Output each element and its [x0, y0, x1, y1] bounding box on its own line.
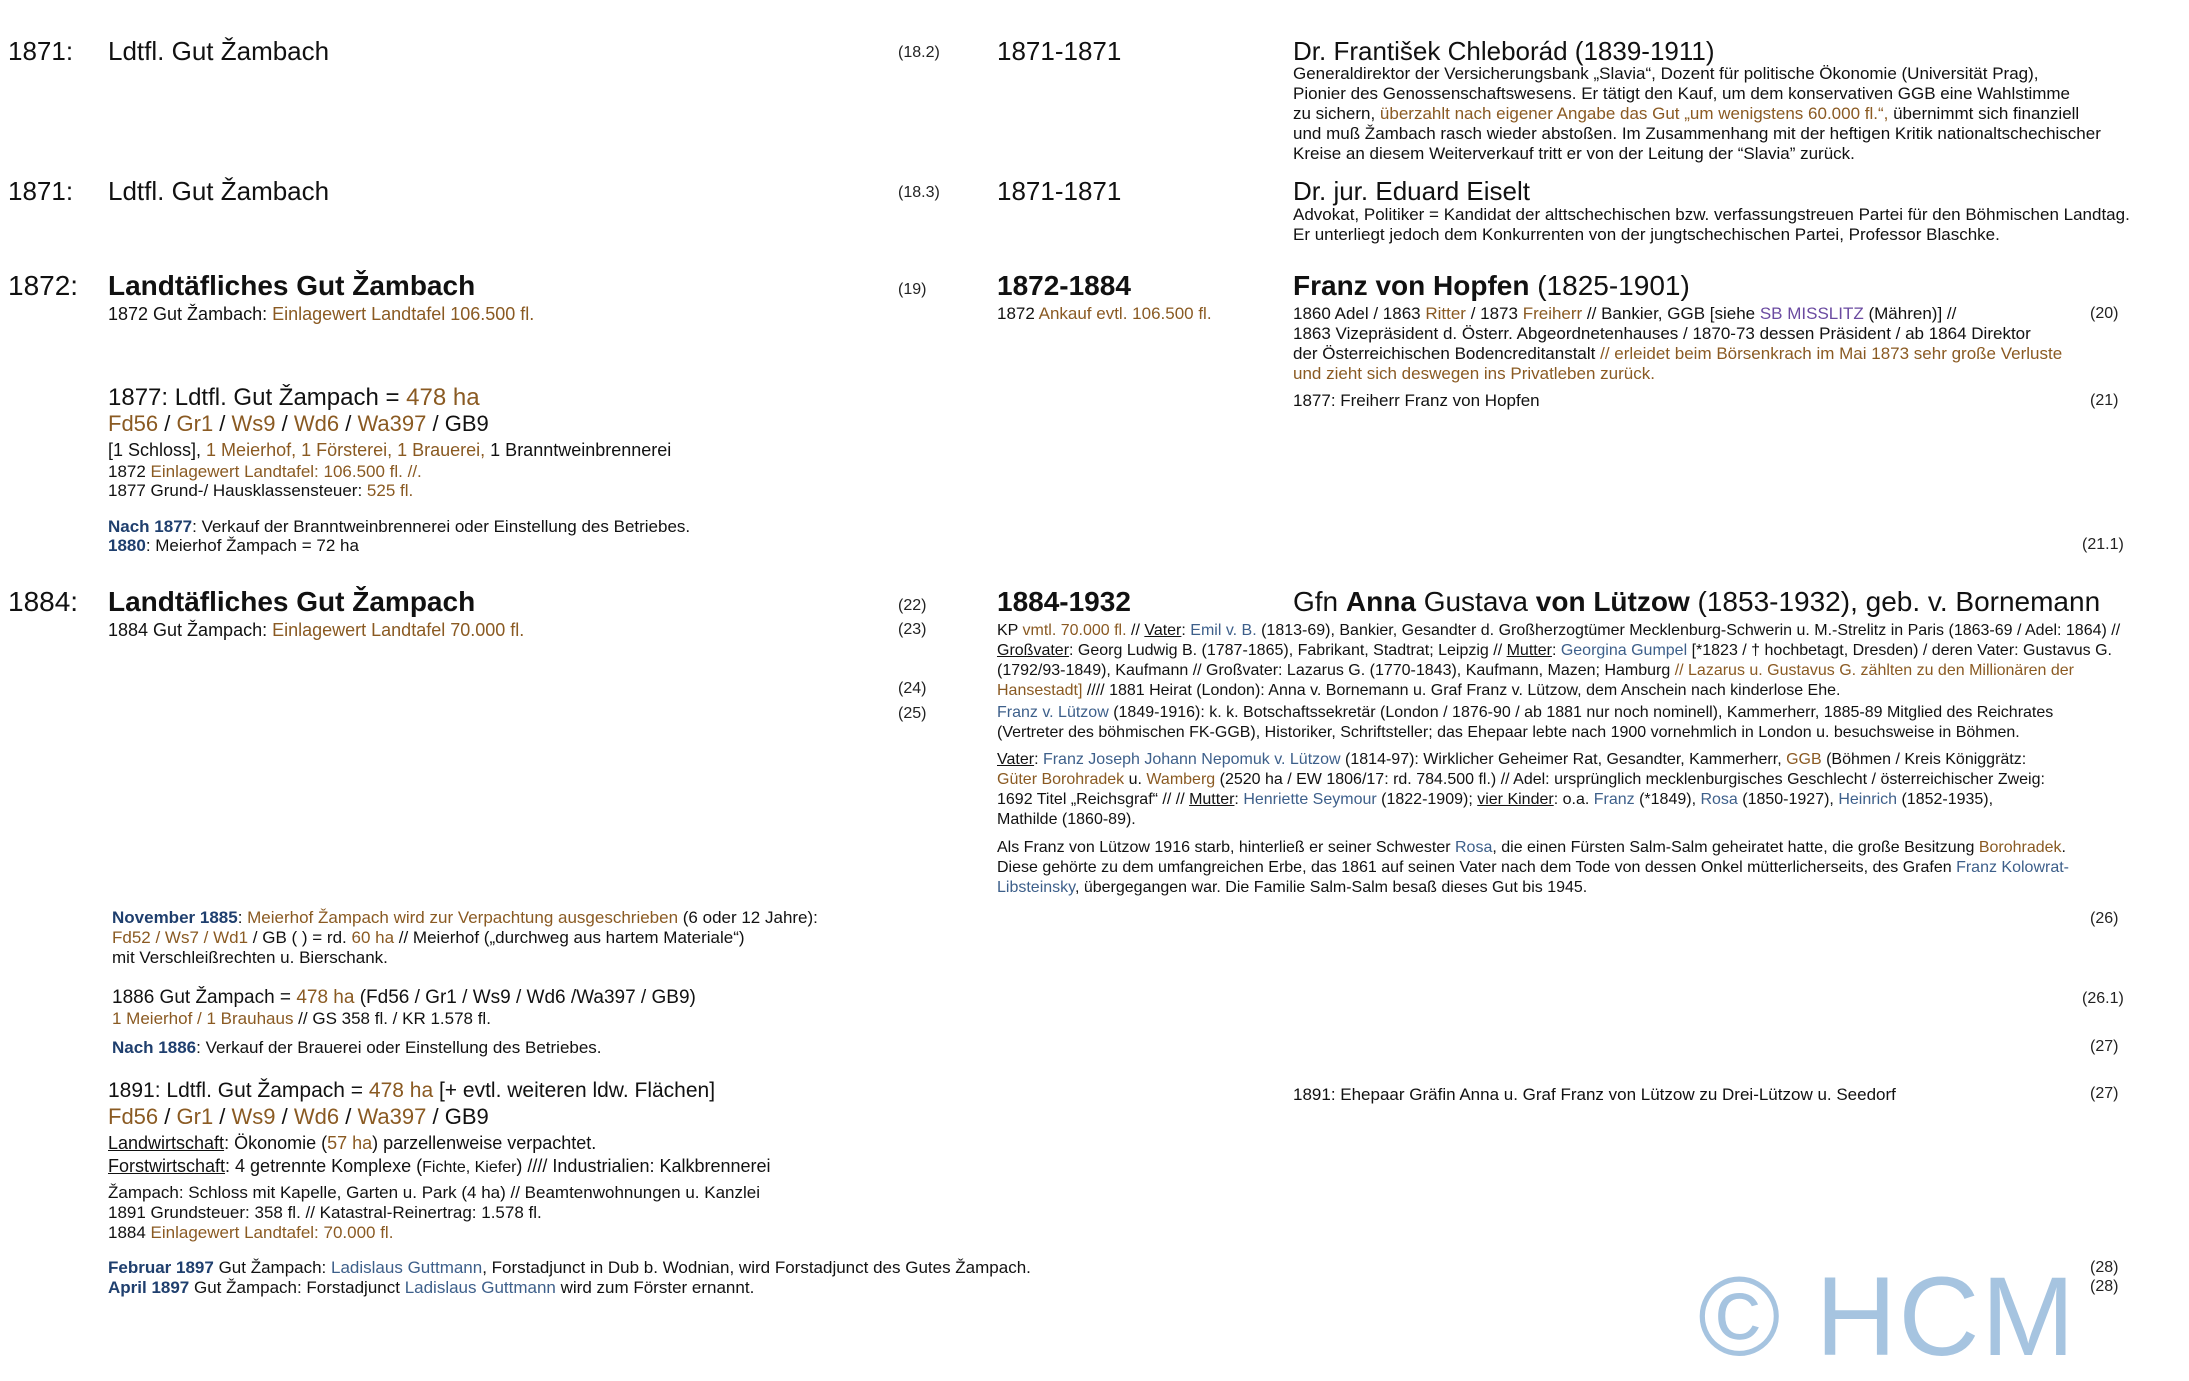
husband-bio: Franz v. Lützow (1849-1916): k. k. Botschaftssekretär (London / 1876-90 / ab 1881 nur noch nominell), Kammerherr, 1885-89 Mitglied des Reichrates (Vertreter des böhmischen FK-GGB), Historiker, Schriftsteller; das Ehepaar lebte nach 1900 vornehmlich in London u. besuchsweise in Böhmen.: [997, 704, 2054, 741]
forester-note: Februar 1897 Gut Žampach: Ladislaus Guttmann, Forstadjunct in Dub b. Wodnian, wird Forstadjunct des Gutes Žampach. April 1897 Gut Žampach: Forstadjunct Ladislaus Guttmann wird zum Förster ernannt.: [108, 1258, 1031, 1297]
ref-mark: (18.2): [898, 44, 940, 61]
ref-mark: (28): [2090, 1278, 2119, 1295]
ref-mark: (23): [898, 621, 927, 638]
owner-period: 1884-1932: [997, 586, 1131, 617]
estate-buildings: 1 Meierhof / 1 Brauhaus // GS 358 fl. / KR 1.578 fl.: [112, 1009, 491, 1028]
ref-mark: (18.3): [898, 184, 940, 201]
ref-mark: (27): [2090, 1038, 2119, 1055]
event-note: Nach 1886: Verkauf der Brauerei oder Einstellung des Betriebes.: [112, 1038, 602, 1057]
copyright-watermark: © HCM: [1698, 1254, 2077, 1379]
ref-mark: (27): [2090, 1085, 2119, 1102]
ref-mark: (22): [898, 597, 927, 614]
entry-title: Ldtfl. Gut Žambach: [108, 36, 330, 66]
event-note: Nach 1877: Verkauf der Branntweinbrennerei oder Einstellung des Betriebes.: [108, 517, 691, 536]
owner-bio: 1860 Adel / 1863 Ritter / 1873 Freiherr // Bankier, GGB [siehe SB MISSLITZ (Mähren)] // 1863 Vizepräsident d. Österr. Abgeordnetenhauses / 1870-73 dessen Präsident / ab 1864 Direktor der Österreichischen Bodencreditanstalt // erleidet beim Börsenkrach im Mai 1873 sehr große Verluste und zieht sich deswegen ins Privatleben zurück.: [1293, 304, 2063, 383]
entry-sub: 1884 Gut Žampach: Einlagewert Landtafel 70.000 fl.: [108, 620, 525, 640]
estate-value: 1872 Einlagewert Landtafel: 106.500 fl. //.: [108, 462, 422, 481]
owner-period: 1872-1884: [997, 270, 1131, 301]
owner-name: Franz von Hopfen (1825-1901): [1293, 270, 1690, 301]
owner-note-1891: 1891: Ehepaar Gräfin Anna u. Graf Franz von Lützow zu Drei-Lützow u. Seedorf: [1293, 1085, 1896, 1104]
owner-purchase: 1872 Ankauf evtl. 106.500 fl.: [997, 304, 1212, 323]
owner-bio: Advokat, Politiker = Kandidat der alttschechischen bzw. verfassungstreuen Partei für den Böhmischen Landtag. Er unterliegt jedoch dem Konkurrenten von der jungtschechischen Partei, Professor Blaschke.: [1293, 205, 2130, 244]
entry-title: Landtäfliches Gut Žampach: [108, 586, 476, 617]
note-1877: 1877: Freiherr Franz von Hopfen: [1293, 391, 1540, 410]
entry-title: Ldtfl. Gut Žambach: [108, 176, 330, 206]
year-1871-b: 1871:: [8, 176, 74, 206]
owner-genealogy: KP vmtl. 70.000 fl. // Vater: Emil v. B. (1813-69), Bankier, Gesandter d. Großherzogtümer Mecklenburg-Schwerin u. M.-Strelitz in Paris (1863-69 / Adel: 1864) // Großvater: Georg Ludwig B. (1787-1865), Fabrikant, Stadtrat; Leipzig // Mutter: Georgina Gumpel [*1823 / † hochbetagt, Dresden) / deren Vater: Gustavus G. (1792/93-1849), Kaufmann // Großvater: Lazarus G. (1770-1843), Kaufmann, Mazen; Hamburg // Lazarus u. Gustavus G. zählten zu den Millionären der Hansestadt] //// 1881 Heirat (London): Anna v. Bornemann u. Graf Franz v. Lützow, dem Anschein nach kinderlose Ehe.: [997, 622, 2121, 699]
year-1872: 1872:: [8, 270, 79, 301]
owner-period: 1871-1871: [997, 36, 1122, 66]
block-title: 1877: Ldtfl. Gut Žampach = 478 ha: [108, 384, 480, 411]
owner-period: 1871-1871: [997, 176, 1122, 206]
ref-mark: (21.1): [2082, 536, 2124, 553]
owner-name: Gfn Anna Gustava von Lützow (1853-1932), geb. v. Bornemann: [1293, 586, 2101, 617]
family-bio: Vater: Franz Joseph Johann Nepomuk v. Lützow (1814-97): Wirklicher Geheimer Rat, Gesandter, Kammerherr, GGB (Böhmen / Kreis Königgrätz: Güter Borohradek u. Wamberg (2520 ha / EW 1806/17: rd. 784.500 fl.) // Adel: ursprünglich mecklenburgisches Geschlecht / österreichischer Zweig: 1692 Titel „Reichsgraf“ // // Mutter: Henriette Seymour (1822-1909); vier Kinder: o.a. Franz (*1849), Rosa (1850-1927), Heinrich (1852-1935), Mathilde (1860-89).: [997, 751, 2045, 828]
land-codes: Fd56 / Gr1 / Ws9 / Wd6 / Wa397 / GB9: [108, 411, 489, 436]
year-1871-a: 1871:: [8, 36, 74, 66]
ref-mark: (20): [2090, 305, 2119, 322]
land-codes: Fd56 / Gr1 / Ws9 / Wd6 / Wa397 / GB9: [108, 1104, 489, 1129]
entry-sub: 1872 Gut Žambach: Einlagewert Landtafel 106.500 fl.: [108, 304, 535, 324]
inheritance-note: Als Franz von Lützow 1916 starb, hinterließ er seiner Schwester Rosa, die einen Fürsten Salm-Salm geheiratet hatte, die große Besitzung Borohradek. Diese gehörte zu dem umfangreichen Erbe, das 1861 auf seinen Vater nach dem Tode von dessen Onkel mütterlicherseits, des Grafen Franz Kolowrat- Libsteinsky, übergegangen war. Die Familie Salm-Salm besaß dieses Gut bis 1945.: [997, 839, 2069, 896]
entry-title: Landtäfliches Gut Žambach: [108, 270, 476, 301]
ref-mark: (26): [2090, 910, 2119, 927]
forestry-note: Forstwirtschaft: 4 getrennte Komplexe (Fichte, Kiefer) //// Industrialien: Kalkbrennerei: [108, 1156, 771, 1176]
estate-details: Žampach: Schloss mit Kapelle, Garten u. Park (4 ha) // Beamtenwohnungen u. Kanzlei 1891 Grundsteuer: 358 fl. // Katastral-Reinertrag: 1.578 fl. 1884 Einlagewert Landtafel: 70.000 fl.: [108, 1183, 761, 1242]
agriculture-note: Landwirtschaft: Ökonomie (57 ha) parzellenweise verpachtet.: [108, 1133, 597, 1153]
estate-tax: 1877 Grund-/ Hausklassensteuer: 525 fl.: [108, 481, 414, 500]
block-title: 1886 Gut Žampach = 478 ha (Fd56 / Gr1 / Ws9 / Wd6 /Wa397 / GB9): [112, 987, 696, 1008]
estate-buildings: [1 Schloss], 1 Meierhof, 1 Försterei, 1 Brauerei, 1 Branntweinbrennerei: [108, 440, 672, 460]
event-note: 1880: Meierhof Žampach = 72 ha: [108, 536, 359, 555]
owner-bio: Generaldirektor der Versicherungsbank „Slavia“, Dozent für politische Ökonomie (Universität Prag), Pionier des Genossenschaftswesens. Er tätigt den Kauf, um dem konservativen GGB eine Wahlstimme zu sichern, überzahlt nach eigener Angabe das Gut „um wenigstens 60.000 fl.“, übernimmt sich finanziell und muß Žambach rasch wieder abstoßen. Im Zusammenhang mit der heftigen Kritik nationaltschechischer Kreise an diesem Weiterverkauf tritt er von der Leitung der “Slavia” zurück.: [1293, 64, 2101, 163]
owner-name: Dr. František Chleborád (1839-1911): [1293, 36, 1715, 66]
ref-mark: (24): [898, 680, 927, 697]
ref-mark: (26.1): [2082, 990, 2124, 1007]
ref-mark: (19): [898, 281, 927, 298]
owner-name: Dr. jur. Eduard Eiselt: [1293, 176, 1530, 206]
block-title: 1891: Ldtfl. Gut Žampach = 478 ha [+ evtl. weiteren ldw. Flächen]: [108, 1079, 716, 1102]
lease-note: November 1885: Meierhof Žampach wird zur Verpachtung ausgeschrieben (6 oder 12 Jahre): Fd52 / Ws7 / Wd1 / GB ( ) = rd. 60 ha // Meierhof („durchweg aus hartem Materiale“) mit Verschleißrechten u. Bierschank.: [112, 908, 818, 967]
ref-mark: (21): [2090, 392, 2119, 409]
year-1884: 1884:: [8, 586, 79, 617]
ref-mark: (28): [2090, 1259, 2119, 1276]
ref-mark: (25): [898, 705, 927, 722]
